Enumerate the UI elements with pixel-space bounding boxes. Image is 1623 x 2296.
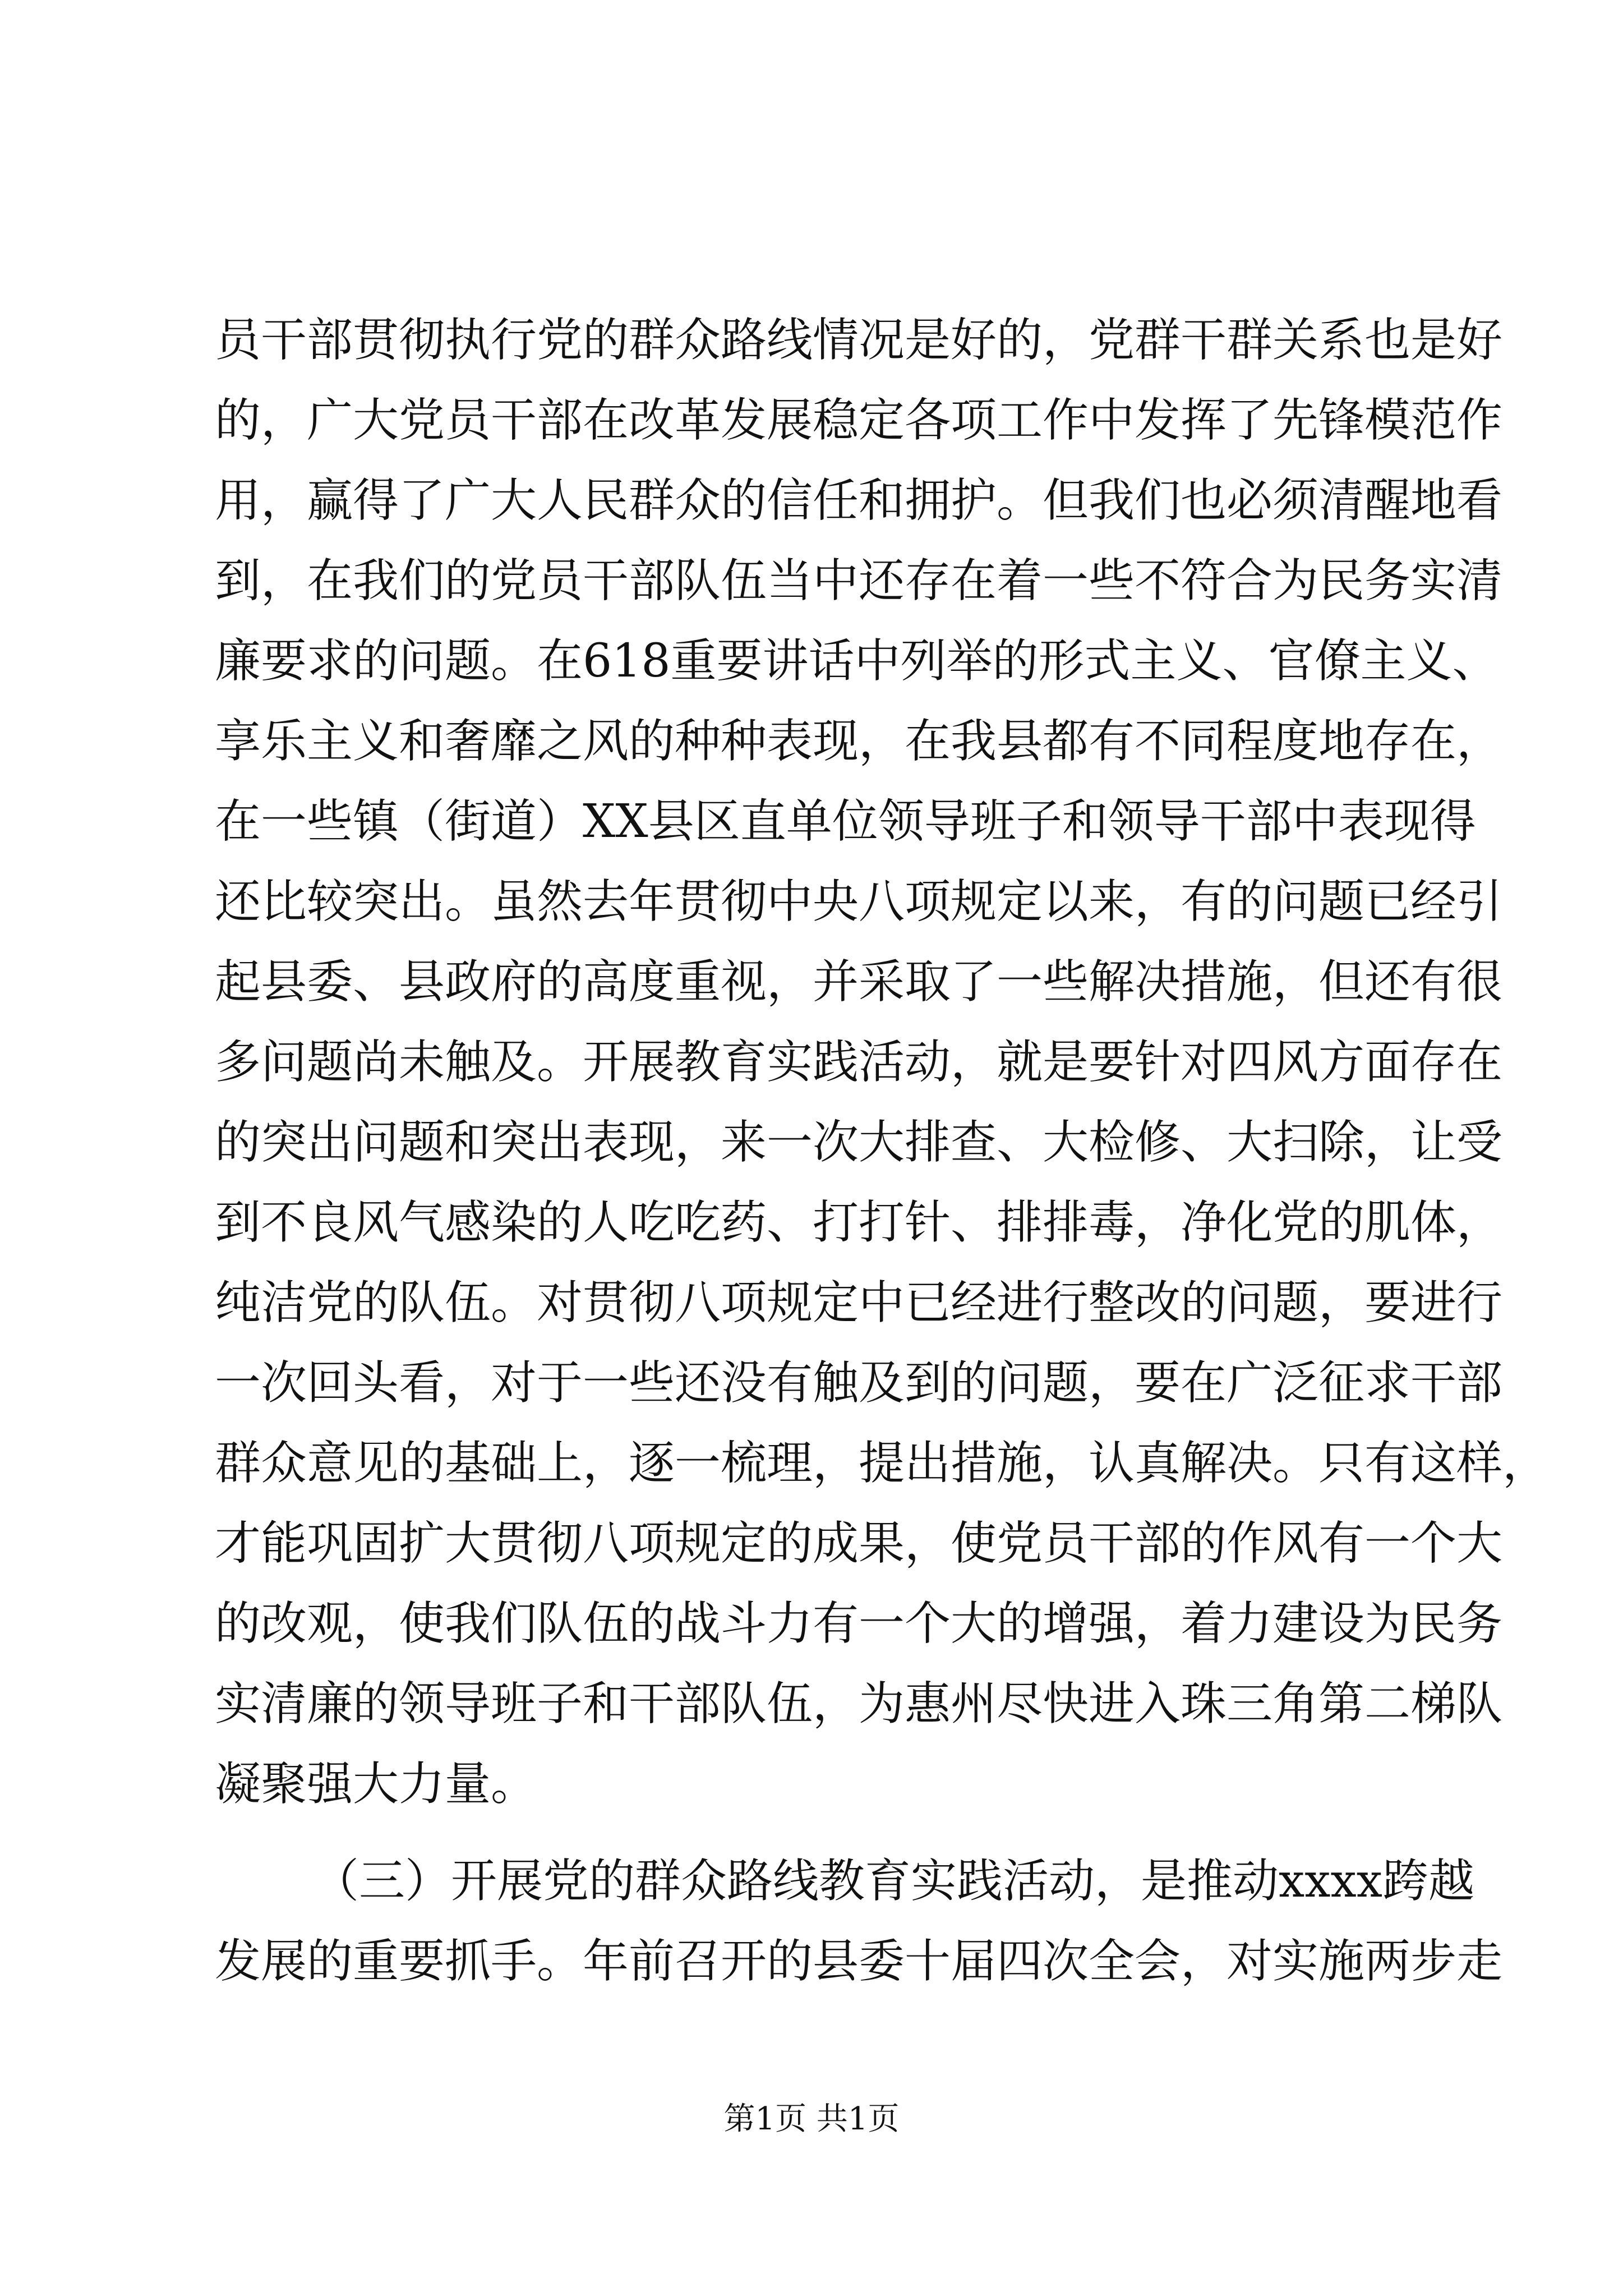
- paragraph: [215, 1841, 1503, 2001]
- text-line: 到，在我们的党员干部队伍当中还存在着一些不符合为民务实清: [215, 554, 1503, 608]
- text-line: 的改观，使我们队伍的战斗力有一个大的增强，着力建设为民务: [215, 1597, 1503, 1650]
- text-line: 才能巩固扩大贯彻八项规定的成果，使党员干部的作风有一个大: [215, 1517, 1503, 1570]
- text-line: （三）开展党的群众路线教育实践活动，是推动xxxx跨越: [313, 1855, 1474, 1908]
- text-line: 在一些镇（街道）XX县区直单位领导班子和领导干部中表现得: [215, 795, 1476, 848]
- page-footer: 第1页 共1页: [723, 2101, 900, 2137]
- text-line: 实清廉的领导班子和干部队伍，为惠州尽快进入珠三角第二梯队: [215, 1677, 1503, 1731]
- text-line: 廉要求的问题。在618重要讲话中列举的形式主义、官僚主义、: [215, 634, 1498, 688]
- text-line: 起县委、县政府的高度重视，并采取了一些解决措施，但还有很: [215, 955, 1503, 1009]
- paragraph: [215, 300, 1549, 1824]
- text-line: 用，赢得了广大人民群众的信任和拥护。但我们也必须清醒地看: [215, 474, 1503, 527]
- document-body: [215, 300, 1549, 2001]
- text-line: 的突出问题和突出表现，来一次大排查、大检修、大扫除，让受: [215, 1116, 1503, 1169]
- text-line: 凝聚强大力量。: [215, 1757, 537, 1811]
- text-line: 一次回头看，对于一些还没有触及到的问题，要在广泛征求干部: [215, 1356, 1503, 1410]
- text-line: 多问题尚未触及。开展教育实践活动，就是要针对四风方面存在: [215, 1036, 1503, 1089]
- paragraph-gap: [215, 1824, 1421, 1841]
- text-line: 还比较突出。虽然去年贯彻中央八项规定以来，有的问题已经引: [215, 875, 1503, 928]
- text-line: 纯洁党的队伍。对贯彻八项规定中已经进行整改的问题，要进行: [215, 1276, 1503, 1329]
- text-line: 员干部贯彻执行党的群众路线情况是好的，党群干群关系也是好: [215, 314, 1503, 367]
- text-line: 享乐主义和奢靡之风的种种表现，在我县都有不同程度地存在，: [215, 715, 1503, 768]
- text-line: 发展的重要抓手。年前召开的县委十届四次全会，对实施两步走: [215, 1935, 1503, 1988]
- text-line: 到不良风气感染的人吃吃药、打打针、排排毒，净化党的肌体，: [215, 1196, 1503, 1249]
- text-line: 的，广大党员干部在改革发展稳定各项工作中发挥了先锋模范作: [215, 394, 1503, 447]
- text-line: 群众意见的基础上，逐一梳理，提出措施，认真解决。只有这样，: [215, 1437, 1549, 1490]
